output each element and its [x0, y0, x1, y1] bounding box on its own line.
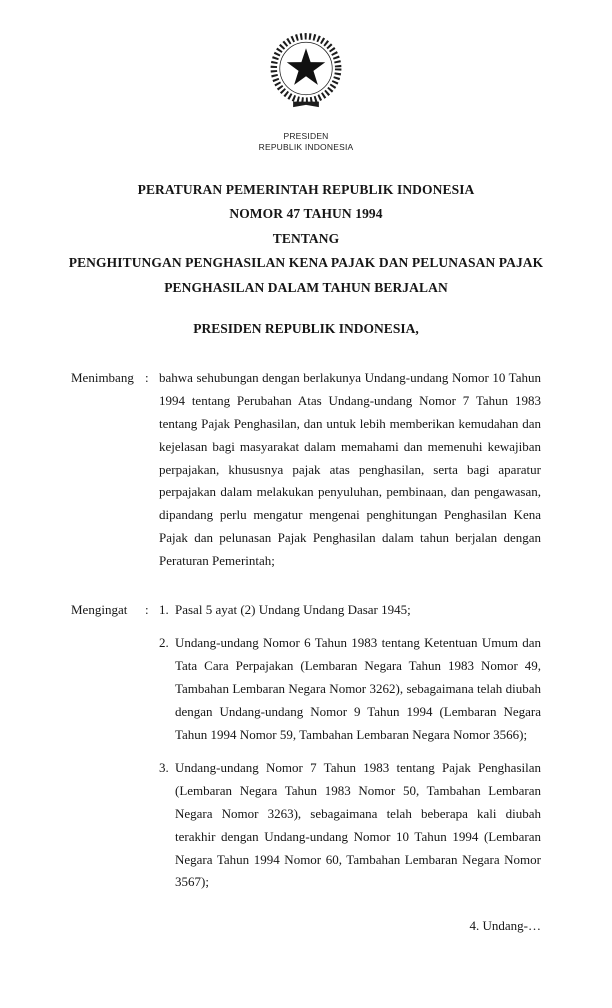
- item-number: 1.: [159, 601, 169, 617]
- document-body: [71, 367, 541, 894]
- mengingat-item-1: [159, 599, 541, 622]
- title-line-3: TENTANG: [272, 230, 340, 246]
- mengingat-item-2: [159, 632, 541, 746]
- title-line-2: NOMOR 47 TAHUN 1994: [229, 206, 383, 222]
- item-text: Undang-undang Nomor 6 Tahun 1983 tentang Ketentuan Umum dan Tata Cara Perpajakan (Lembaran Negara Tahun 1983 Nomor 49, Tambahan Lembaran Negara Nomor 3262), sebagaimana telah diubah dengan Undang-undang Nomor 9 Tahun 1994 (Lembaran Negara Tahun 1994 Nomor 59, Tambahan Lembaran Negara Nomor 3566);: [175, 635, 541, 742]
- clause-body: [159, 599, 541, 895]
- letterhead-presiden: PRESIDEN: [283, 131, 329, 141]
- clause-colon: :: [145, 601, 149, 617]
- item-text: Undang-undang Nomor 7 Tahun 1983 tentang Pajak Penghasilan (Lembaran Negara Tahun 1983 Nomor 50, Tambahan Lembaran Negara Nomor 3263), sebagaimana telah beberapa kali diubah terakhir dengan Undang-undang Nomor 10 Tahun 1994 (Lembaran Negara Tahun 1994 Nomor 60, Tambahan Lembaran Negara Nomor 3567);: [175, 760, 541, 890]
- menimbang-paragraph: bahwa sehubungan dengan berlakunya Undang-undang Nomor 10 Tahun 1994 tentang Perubahan Atas Undang-undang Nomor 7 Tahun 1983 tentang Pajak Penghasilan, dan untuk lebih memberikan kemudahan dan kejelasan bagi masyarakat dalam memahami dan memenuhi kewajiban perpajakan, khususnya pajak atas penghasilan, serta bagi aparatur perpajakan dalam melakukan penyuluhan, pembinaan, dan pengawasan, dipandang perlu mengatur mengenai penghitungan Penghasilan Kena Pajak dan pelunasan Pajak Penghasilan dalam tahun berjalan dengan Peraturan Pemerintah;: [159, 370, 541, 568]
- item-number: 2.: [159, 635, 169, 651]
- presidential-seal-icon: [260, 26, 352, 122]
- letterhead: [0, 0, 612, 154]
- title-line-5: PENGHASILAN DALAM TAHUN BERJALAN: [164, 279, 448, 295]
- star-icon: [287, 48, 325, 85]
- item-number: 3.: [159, 760, 169, 776]
- letterhead-caption: [0, 131, 612, 154]
- clause-label: Menimbang: [71, 370, 134, 386]
- clause-colon: :: [145, 370, 149, 386]
- catchword: 4. Undang-…: [469, 918, 541, 933]
- item-text: Pasal 5 ayat (2) Undang Undang Dasar 1945;: [175, 601, 411, 617]
- title-line-1: PERATURAN PEMERINTAH REPUBLIK INDONESIA: [137, 181, 475, 197]
- title-line-4: PENGHITUNGAN PENGHASILAN KENA PAJAK DAN PELUNASAN PAJAK: [68, 255, 544, 271]
- ribbon: [293, 102, 319, 108]
- title-block: [0, 178, 612, 301]
- clause-body: [159, 367, 541, 572]
- clause-mengingat: [71, 599, 541, 895]
- clause-menimbang: [71, 367, 541, 572]
- mengingat-item-3: [159, 757, 541, 894]
- letterhead-republik: REPUBLIK INDONESIA: [258, 142, 354, 153]
- clause-label: Mengingat: [71, 601, 128, 617]
- salutation: PRESIDEN REPUBLIK INDONESIA,: [193, 321, 419, 337]
